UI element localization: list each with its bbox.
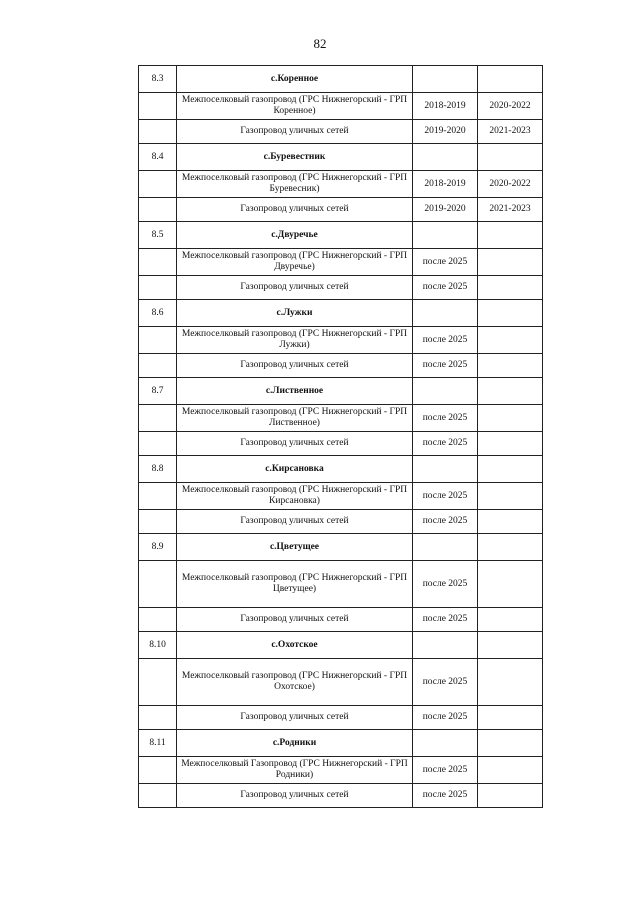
table-row — [139, 659, 543, 706]
table-row — [139, 757, 543, 784]
design-period: после 2025 — [413, 659, 478, 706]
village-name: с.Лиственное — [177, 378, 413, 405]
construction-period — [478, 354, 543, 378]
construction-period — [478, 659, 543, 706]
work-name: Газопровод уличных сетей — [177, 510, 413, 534]
table-row — [139, 432, 543, 456]
table-row — [139, 510, 543, 534]
design-period: после 2025 — [413, 510, 478, 534]
section-number: 8.3 — [139, 66, 177, 93]
section-header-row — [139, 456, 543, 483]
table-row — [139, 405, 543, 432]
section-header-row — [139, 534, 543, 561]
section-header-row — [139, 378, 543, 405]
design-period: после 2025 — [413, 405, 478, 432]
construction-period — [478, 757, 543, 784]
section-header-row — [139, 66, 543, 93]
table-row — [139, 171, 543, 198]
construction-period — [478, 432, 543, 456]
section-number: 8.5 — [139, 222, 177, 249]
construction-period — [478, 405, 543, 432]
construction-period: 2020-2022 — [478, 93, 543, 120]
table-row — [139, 120, 543, 144]
section-number: 8.9 — [139, 534, 177, 561]
table-row — [139, 198, 543, 222]
table-row — [139, 608, 543, 632]
design-period: после 2025 — [413, 432, 478, 456]
section-header-row — [139, 632, 543, 659]
table-row — [139, 327, 543, 354]
section-number: 8.8 — [139, 456, 177, 483]
section-header-row — [139, 730, 543, 757]
design-period: 2018-2019 — [413, 171, 478, 198]
construction-period: 2021-2023 — [478, 198, 543, 222]
village-name: с.Буревестник — [177, 144, 413, 171]
gas-pipeline-schedule-table — [138, 65, 543, 808]
work-name: Межпоселковый газопровод (ГРС Нижнегорский - ГРП Лиственное) — [177, 405, 413, 432]
construction-period — [478, 510, 543, 534]
design-period: 2019-2020 — [413, 198, 478, 222]
design-period: 2019-2020 — [413, 120, 478, 144]
table-row — [139, 354, 543, 378]
design-period: после 2025 — [413, 757, 478, 784]
work-name: Межпоселковый газопровод (ГРС Нижнегорский - ГРП Двуречье) — [177, 249, 413, 276]
section-number: 8.4 — [139, 144, 177, 171]
design-period: после 2025 — [413, 784, 478, 808]
village-name: с.Кирсановка — [177, 456, 413, 483]
village-name: с.Охотское — [177, 632, 413, 659]
construction-period — [478, 327, 543, 354]
table-row — [139, 706, 543, 730]
table-row — [139, 276, 543, 300]
section-number: 8.6 — [139, 300, 177, 327]
village-name: с.Лужки — [177, 300, 413, 327]
design-period: после 2025 — [413, 561, 478, 608]
design-period: после 2025 — [413, 706, 478, 730]
village-name: с.Родники — [177, 730, 413, 757]
design-period: после 2025 — [413, 249, 478, 276]
table-row — [139, 561, 543, 608]
table-row — [139, 249, 543, 276]
table-row — [139, 784, 543, 808]
section-number: 8.7 — [139, 378, 177, 405]
construction-period — [478, 561, 543, 608]
design-period: 2018-2019 — [413, 93, 478, 120]
village-name: с.Двуречье — [177, 222, 413, 249]
construction-period — [478, 608, 543, 632]
construction-period: 2021-2023 — [478, 120, 543, 144]
table-row — [139, 93, 543, 120]
construction-period — [478, 706, 543, 730]
construction-period — [478, 483, 543, 510]
work-name: Газопровод уличных сетей — [177, 120, 413, 144]
construction-period — [478, 276, 543, 300]
work-name: Межпоселковый Газопровод (ГРС Нижнегорский - ГРП Родники) — [177, 757, 413, 784]
section-header-row — [139, 144, 543, 171]
design-period: после 2025 — [413, 276, 478, 300]
work-name: Межпоселковый газопровод (ГРС Нижнегорский - ГРП Коренное) — [177, 93, 413, 120]
table-row — [139, 483, 543, 510]
work-name: Межпоселковый газопровод (ГРС Нижнегорский - ГРП Буревесник) — [177, 171, 413, 198]
work-name: Межпоселковый газопровод (ГРС Нижнегорский - ГРП Цветущее) — [177, 561, 413, 608]
construction-period — [478, 249, 543, 276]
work-name: Газопровод уличных сетей — [177, 198, 413, 222]
section-number: 8.10 — [139, 632, 177, 659]
design-period: после 2025 — [413, 483, 478, 510]
work-name: Газопровод уличных сетей — [177, 608, 413, 632]
design-period: после 2025 — [413, 327, 478, 354]
work-name: Газопровод уличных сетей — [177, 354, 413, 378]
work-name: Газопровод уличных сетей — [177, 432, 413, 456]
work-name: Межпоселковый газопровод (ГРС Нижнегорский - ГРП Охотское) — [177, 659, 413, 706]
design-period: после 2025 — [413, 354, 478, 378]
construction-period: 2020-2022 — [478, 171, 543, 198]
work-name: Газопровод уличных сетей — [177, 276, 413, 300]
page-number: 82 — [313, 36, 327, 51]
work-name: Межпоселковый газопровод (ГРС Нижнегорский - ГРП Кирсановка) — [177, 483, 413, 510]
work-name: Газопровод уличных сетей — [177, 784, 413, 808]
section-header-row — [139, 222, 543, 249]
section-header-row — [139, 300, 543, 327]
village-name: с.Коренное — [177, 66, 413, 93]
work-name: Межпоселковый газопровод (ГРС Нижнегорский - ГРП Лужки) — [177, 327, 413, 354]
work-name: Газопровод уличных сетей — [177, 706, 413, 730]
section-number: 8.11 — [139, 730, 177, 757]
village-name: с.Цветущее — [177, 534, 413, 561]
design-period: после 2025 — [413, 608, 478, 632]
construction-period — [478, 784, 543, 808]
